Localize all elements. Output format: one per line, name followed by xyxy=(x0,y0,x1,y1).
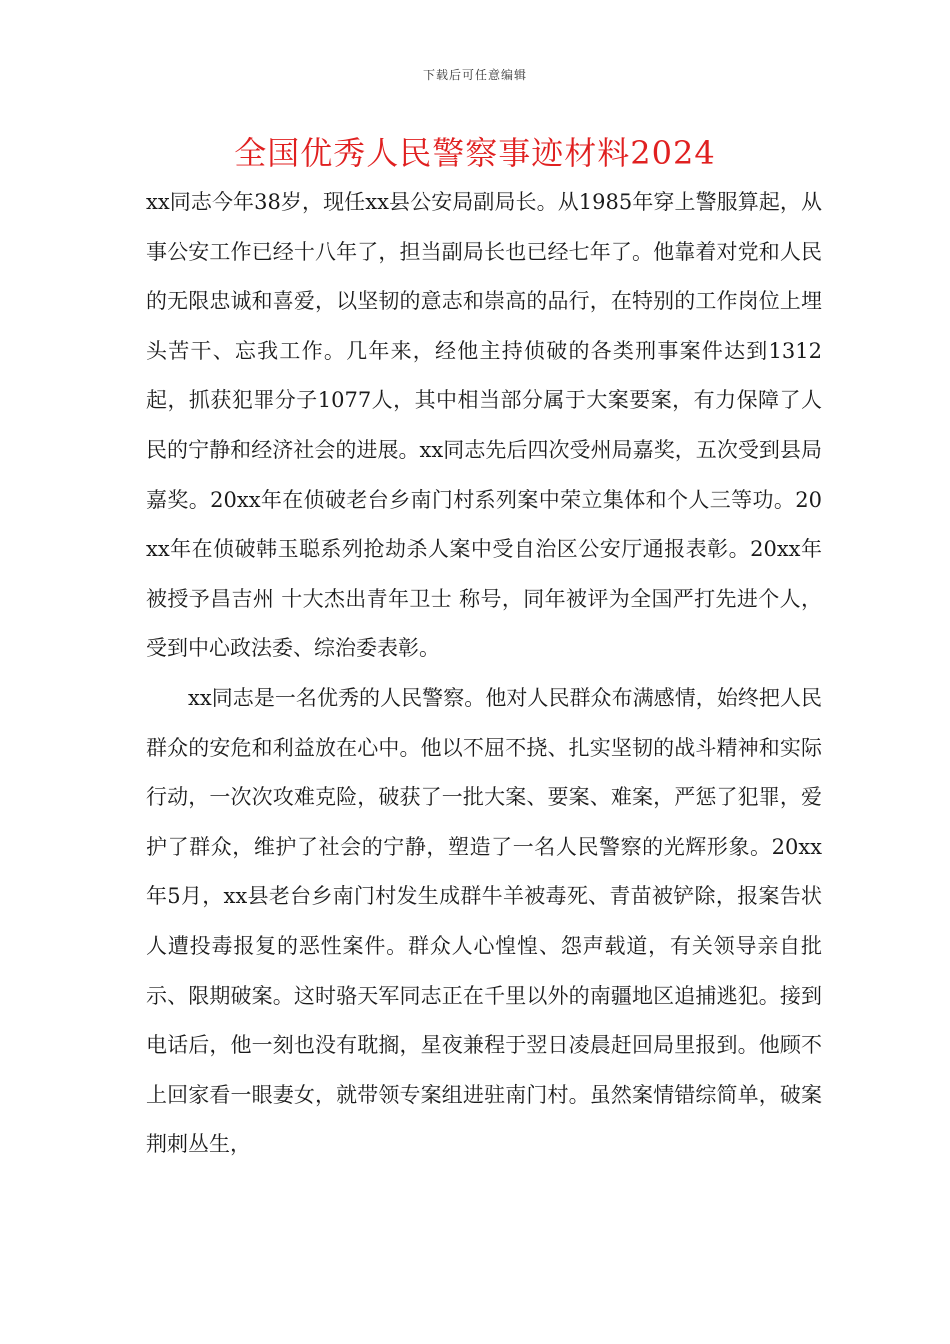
header-note: 下载后可任意编辑 xyxy=(422,68,527,82)
document-title: 全国优秀人民警察事迹材料2024 xyxy=(234,134,716,172)
document-body xyxy=(146,178,822,1170)
paragraph-2: xx同志是一名优秀的人民警察。他对人民群众布满感情，始终把人民群众的安危和利益放在心中。他以不屈不挠、扎实坚韧的战斗精神和实际行动，一次次攻难克险，破获了一批大案、要案、难案，严惩了犯罪，爱护了群众，维护了社会的宁静，塑造了一名人民警察的光辉形象。20xx年5月，xx县老台乡南门村发生成群牛羊被毒死、青苗被铲除，报案告状人遭投毒报复的恶性案件。群众人心惶惶、怨声载道，有关领导亲自批示、限期破案。这时骆天军同志正在千里以外的南疆地区追捕逃犯。接到电话后，他一刻也没有耽搁，星夜兼程于翌日凌晨赶回局里报到。他顾不上回家看一眼妻女，就带领专案组进驻南门村。虽然案情错综简单，破案荆刺丛生， xyxy=(146,685,822,1157)
paragraph-1: xx同志今年38岁，现任xx县公安局副局长。从1985年穿上警服算起，从事公安工作已经十八年了，担当副局长也已经七年了。他靠着对党和人民的无限忠诚和喜爱，以坚韧的意志和崇高的品行，在特别的工作岗位上埋头苦干、忘我工作。几年来，经他主持侦破的各类刑事案件达到1312起，抓获犯罪分子1077人，其中相当部分属于大案要案，有力保障了人民的宁静和经济社会的进展。xx同志先后四次受州局嘉奖，五次受到县局嘉奖。20xx年在侦破老台乡南门村系列案中荣立集体和个人三等功。20xx年在侦破韩玉聪系列抢劫杀人案中受自治区公安厅通报表彰。20xx年被授予昌吉州 十大杰出青年卫士 称号，同年被评为全国严打先进个人，受到中心政法委、综治委表彰。 xyxy=(146,190,822,661)
